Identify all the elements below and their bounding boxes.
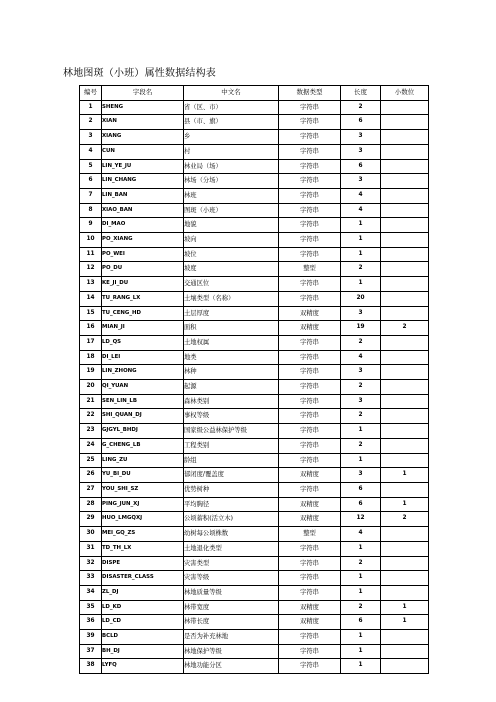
cell-length: 1 [341,659,381,674]
cell-data-type: 双精度 [279,321,341,336]
cell-length: 6 [341,115,381,130]
cell-length: 3 [341,306,381,321]
cell-decimals [381,453,429,468]
cell-number: 35 [80,600,102,615]
cell-length: 1 [341,424,381,439]
cell-chinese-name: 土壤类型（名称） [184,291,279,306]
cell-chinese-name: 林种 [184,365,279,380]
cell-decimals [381,571,429,586]
header-data-type: 数据类型 [279,86,341,101]
cell-decimals [381,159,429,174]
cell-chinese-name: 工程类别 [184,438,279,453]
cell-data-type: 双精度 [279,600,341,615]
cell-decimals [381,482,429,497]
cell-decimals [381,630,429,645]
cell-length: 2 [341,380,381,395]
cell-length: 3 [341,130,381,145]
cell-length: 2 [341,409,381,424]
cell-length: 2 [341,438,381,453]
cell-number: 23 [80,424,102,439]
cell-decimals: 2 [381,512,429,527]
cell-data-type: 字符串 [279,453,341,468]
cell-number: 14 [80,291,102,306]
table-row [80,262,429,277]
cell-decimals [381,394,429,409]
cell-number: 19 [80,365,102,380]
cell-number: 22 [80,409,102,424]
cell-length: 2 [341,262,381,277]
cell-decimals [381,262,429,277]
header-number: 编号 [80,86,102,101]
page-title: 林地图斑（小班）属性数据结构表 [63,68,216,79]
cell-chinese-name: 乡 [184,130,279,145]
cell-length: 1 [341,247,381,262]
cell-length: 1 [341,571,381,586]
cell-decimals [381,115,429,130]
cell-field-name: DISPE [102,556,184,571]
table-row [80,115,429,130]
cell-field-name: YOU_SHI_SZ [102,482,184,497]
cell-decimals [381,174,429,189]
cell-field-name: DISASTER_CLASS [102,571,184,586]
cell-decimals [381,438,429,453]
cell-length: 2 [341,335,381,350]
cell-chinese-name: 幼树每公顷株数 [184,527,279,542]
cell-number: 9 [80,218,102,233]
cell-field-name: TU_RANG_LX [102,291,184,306]
cell-decimals [381,335,429,350]
cell-decimals [381,144,429,159]
cell-data-type: 字符串 [279,482,341,497]
table-row [80,615,429,630]
cell-decimals [381,247,429,262]
cell-length: 4 [341,527,381,542]
cell-decimals: 1 [381,615,429,630]
cell-field-name: LD_KD [102,600,184,615]
table-row [80,218,429,233]
cell-data-type: 字符串 [279,541,341,556]
header-decimals: 小数位 [381,86,429,101]
cell-field-name: HUO_LMGQXJ [102,512,184,527]
cell-field-name: KE_JI_DU [102,277,184,292]
cell-decimals [381,291,429,306]
cell-field-name: PO_WEI [102,247,184,262]
cell-decimals [381,306,429,321]
cell-length: 20 [341,291,381,306]
cell-field-name: XIAO_BAN [102,203,184,218]
cell-length: 1 [341,218,381,233]
cell-decimals [381,100,429,115]
table-row [80,585,429,600]
cell-decimals: 1 [381,468,429,483]
cell-data-type: 双精度 [279,497,341,512]
cell-length: 6 [341,482,381,497]
cell-chinese-name: 郁闭度/覆盖度 [184,468,279,483]
cell-data-type: 字符串 [279,159,341,174]
cell-length: 3 [341,365,381,380]
cell-field-name: TD_TH_LX [102,541,184,556]
cell-length: 1 [341,630,381,645]
cell-chinese-name: 起源 [184,380,279,395]
cell-decimals: 1 [381,497,429,512]
cell-decimals [381,644,429,659]
attribute-structure-table [79,85,429,674]
table-row [80,482,429,497]
cell-data-type: 字符串 [279,218,341,233]
cell-chinese-name: 土地退化类型 [184,541,279,556]
cell-field-name: CUN [102,144,184,159]
cell-chinese-name: 村 [184,144,279,159]
cell-number: 10 [80,233,102,248]
cell-field-name: XIANG [102,130,184,145]
cell-field-name: LD_CD [102,615,184,630]
cell-number: 27 [80,482,102,497]
cell-length: 1 [341,233,381,248]
cell-chinese-name: 灾害类型 [184,556,279,571]
cell-number: 7 [80,188,102,203]
table-row [80,409,429,424]
cell-data-type: 字符串 [279,233,341,248]
cell-decimals [381,585,429,600]
cell-field-name: BH_DJ [102,644,184,659]
cell-length: 12 [341,512,381,527]
cell-decimals [381,188,429,203]
cell-number: 31 [80,541,102,556]
cell-decimals [381,527,429,542]
cell-chinese-name: 林业局（场） [184,159,279,174]
cell-decimals [381,218,429,233]
table-row [80,571,429,586]
cell-length: 1 [341,644,381,659]
cell-chinese-name: 坡位 [184,247,279,262]
cell-chinese-name: 灾害等级 [184,571,279,586]
cell-decimals [381,350,429,365]
cell-number: 6 [80,174,102,189]
cell-chinese-name: 事权等级 [184,409,279,424]
cell-number: 11 [80,247,102,262]
cell-chinese-name: 公顷蓄积(活立木) [184,512,279,527]
cell-number: 15 [80,306,102,321]
header-length: 长度 [341,86,381,101]
cell-number: 4 [80,144,102,159]
cell-number: 37 [80,644,102,659]
cell-data-type: 字符串 [279,291,341,306]
cell-length: 6 [341,159,381,174]
cell-length: 1 [341,541,381,556]
cell-length: 1 [341,277,381,292]
cell-field-name: LING_ZU [102,453,184,468]
cell-data-type: 字符串 [279,424,341,439]
cell-decimals [381,233,429,248]
table-body [80,100,429,673]
cell-length: 2 [341,600,381,615]
cell-chinese-name: 面积 [184,321,279,336]
cell-field-name: GJGYL_BHDJ [102,424,184,439]
table-row [80,247,429,262]
table-row [80,365,429,380]
cell-field-name: LIN_YE_JU [102,159,184,174]
cell-number: 12 [80,262,102,277]
cell-field-name: SHI_QUAN_DJ [102,409,184,424]
cell-number: 2 [80,115,102,130]
cell-field-name: MIAN_JI [102,321,184,336]
cell-data-type: 字符串 [279,365,341,380]
cell-length: 3 [341,144,381,159]
cell-field-name: LIN_CHANG [102,174,184,189]
cell-chinese-name: 林场（分场） [184,174,279,189]
cell-number: 1 [80,100,102,115]
cell-chinese-name: 县（市、旗） [184,115,279,130]
cell-decimals [381,424,429,439]
cell-decimals [381,203,429,218]
cell-number: 18 [80,350,102,365]
table-row [80,453,429,468]
cell-number: 5 [80,159,102,174]
cell-data-type: 字符串 [279,438,341,453]
cell-field-name: LIN_ZHONG [102,365,184,380]
cell-data-type: 字符串 [279,174,341,189]
cell-field-name: LYFQ [102,659,184,674]
cell-chinese-name: 林地保护等级 [184,644,279,659]
cell-chinese-name: 国家级公益林保护等级 [184,424,279,439]
cell-number: 24 [80,438,102,453]
cell-chinese-name: 林带长度 [184,615,279,630]
cell-number: 32 [80,556,102,571]
table-row [80,233,429,248]
cell-data-type: 双精度 [279,615,341,630]
cell-length: 1 [341,453,381,468]
cell-number: 26 [80,468,102,483]
cell-number: 28 [80,497,102,512]
table-row [80,306,429,321]
cell-data-type: 字符串 [279,115,341,130]
cell-data-type: 双精度 [279,468,341,483]
table-row [80,630,429,645]
cell-field-name: DI_MAO [102,218,184,233]
table-row [80,100,429,115]
cell-field-name: YU_BI_DU [102,468,184,483]
table-row [80,541,429,556]
cell-field-name: BCLD [102,630,184,645]
cell-number: 25 [80,453,102,468]
cell-field-name: PO_DU [102,262,184,277]
cell-data-type: 字符串 [279,556,341,571]
cell-chinese-name: 林地质量等级 [184,585,279,600]
cell-length: 1 [341,585,381,600]
cell-length: 4 [341,203,381,218]
cell-chinese-name: 平均胸径 [184,497,279,512]
cell-length: 19 [341,321,381,336]
cell-chinese-name: 省（区、市） [184,100,279,115]
cell-chinese-name: 龄组 [184,453,279,468]
table-row [80,291,429,306]
cell-chinese-name: 林班 [184,188,279,203]
cell-number: 34 [80,585,102,600]
cell-field-name: QI_YUAN [102,380,184,395]
table-row [80,277,429,292]
cell-data-type: 字符串 [279,644,341,659]
table-row [80,174,429,189]
cell-chinese-name: 坡向 [184,233,279,248]
cell-field-name: LIN_BAN [102,188,184,203]
cell-decimals [381,659,429,674]
table-row [80,600,429,615]
cell-chinese-name: 是否为补充林地 [184,630,279,645]
table-row [80,335,429,350]
cell-data-type: 整型 [279,527,341,542]
cell-data-type: 字符串 [279,585,341,600]
cell-chinese-name: 坡度 [184,262,279,277]
cell-chinese-name: 交通区位 [184,277,279,292]
cell-data-type: 字符串 [279,571,341,586]
cell-data-type: 整型 [279,262,341,277]
cell-field-name: SEN_LIN_LB [102,394,184,409]
table-row [80,527,429,542]
cell-field-name: SHENG [102,100,184,115]
cell-length: 2 [341,100,381,115]
cell-decimals: 2 [381,321,429,336]
table-row [80,350,429,365]
cell-data-type: 字符串 [279,350,341,365]
table-row [80,438,429,453]
cell-chinese-name: 森林类别 [184,394,279,409]
table-row [80,159,429,174]
cell-decimals [381,130,429,145]
cell-length: 2 [341,556,381,571]
cell-chinese-name: 优势树种 [184,482,279,497]
table-row [80,468,429,483]
cell-field-name: XIAN [102,115,184,130]
cell-data-type: 字符串 [279,659,341,674]
cell-number: 20 [80,380,102,395]
cell-data-type: 字符串 [279,144,341,159]
cell-chinese-name: 土地权属 [184,335,279,350]
cell-data-type: 字符串 [279,409,341,424]
table-row [80,144,429,159]
cell-number: 36 [80,615,102,630]
cell-data-type: 字符串 [279,247,341,262]
cell-chinese-name: 林地功能分区 [184,659,279,674]
table-row [80,497,429,512]
cell-length: 4 [341,350,381,365]
cell-field-name: LD_QS [102,335,184,350]
cell-length: 6 [341,615,381,630]
cell-data-type: 字符串 [279,188,341,203]
cell-chinese-name: 地貌 [184,218,279,233]
cell-field-name: DI_LEI [102,350,184,365]
cell-data-type: 字符串 [279,335,341,350]
cell-decimals [381,541,429,556]
cell-number: 3 [80,130,102,145]
table-row [80,203,429,218]
header-field-name: 字段名 [102,86,184,101]
table-row [80,424,429,439]
cell-field-name: ZL_DJ [102,585,184,600]
table-header-row [80,86,429,101]
cell-number: 29 [80,512,102,527]
cell-data-type: 双精度 [279,306,341,321]
cell-field-name: G_CHENG_LB [102,438,184,453]
cell-length: 3 [341,174,381,189]
table-row [80,556,429,571]
cell-data-type: 字符串 [279,277,341,292]
cell-length: 3 [341,394,381,409]
cell-data-type: 字符串 [279,100,341,115]
header-chinese-name: 中文名 [184,86,279,101]
cell-number: 16 [80,321,102,336]
table-row [80,188,429,203]
cell-chinese-name: 林带宽度 [184,600,279,615]
cell-field-name: PING_JUN_XJ [102,497,184,512]
table-row [80,380,429,395]
cell-chinese-name: 地类 [184,350,279,365]
cell-number: 39 [80,630,102,645]
cell-decimals [381,380,429,395]
table-row [80,644,429,659]
cell-data-type: 字符串 [279,203,341,218]
cell-number: 30 [80,527,102,542]
cell-data-type: 字符串 [279,130,341,145]
cell-data-type: 双精度 [279,512,341,527]
cell-decimals [381,409,429,424]
cell-decimals [381,277,429,292]
cell-length: 3 [341,468,381,483]
table-row [80,321,429,336]
cell-decimals [381,365,429,380]
cell-number: 21 [80,394,102,409]
cell-field-name: MEI_GQ_ZS [102,527,184,542]
cell-length: 4 [341,188,381,203]
cell-data-type: 字符串 [279,394,341,409]
cell-number: 8 [80,203,102,218]
cell-field-name: TU_CENG_HD [102,306,184,321]
cell-decimals: 1 [381,600,429,615]
table-row [80,659,429,674]
cell-number: 13 [80,277,102,292]
cell-decimals [381,556,429,571]
table-row [80,394,429,409]
cell-data-type: 字符串 [279,630,341,645]
cell-chinese-name: 土层厚度 [184,306,279,321]
cell-number: 33 [80,571,102,586]
cell-data-type: 字符串 [279,380,341,395]
table-row [80,512,429,527]
cell-length: 6 [341,497,381,512]
table-row [80,130,429,145]
cell-number: 38 [80,659,102,674]
cell-field-name: PO_XIANG [102,233,184,248]
cell-number: 17 [80,335,102,350]
cell-chinese-name: 图斑（小班） [184,203,279,218]
